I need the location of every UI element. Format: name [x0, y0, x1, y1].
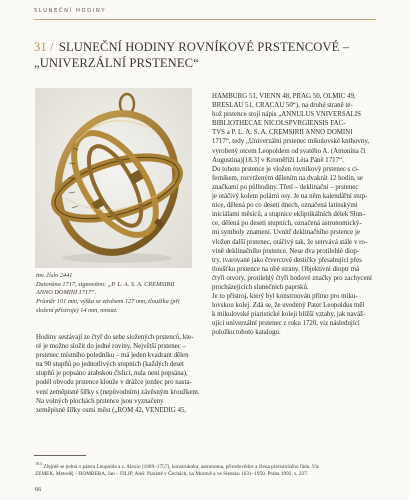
text-line: na 90 stupňů po jednotlivých stupních (každých deset	[36, 361, 184, 369]
caption-dimensions: Průměr 101 mm, výška se závěsem 127 mm, tloušťka (při	[36, 298, 180, 306]
text-line: Na volných plochách prstence jsou vyznačeny	[36, 397, 164, 405]
text-line: ferníkem, rozvrženým dělením na dvakrát 12 hodin, se	[212, 174, 363, 182]
caption-material: složení přístroje) 14 mm, mosaz.	[36, 306, 118, 314]
text-line: iniciálami měsíců, a stupnice ekliptikálních délek Slun-	[212, 211, 365, 219]
text-line: nice, dělená po co deseti dnech, označená latinskými	[212, 202, 358, 210]
armillary-sundial-image	[35, 88, 192, 268]
text-line: lovskou kolej. Zdá se, že uvedený Pater Leopoldus měl	[212, 302, 365, 310]
text-line: vyrobený otcem Leopoldem od svatého A. (Antonína či	[212, 147, 366, 155]
text-line: ré je možno složit do jedné roviny. Největší prstenec –	[36, 343, 186, 351]
caption-dating: Datováno 1717, signováno: „P. L. A. S. A. CREMSIBII	[36, 280, 175, 288]
footnote-line-1: Zřejmě se jedná o páterа Leopolda a s. Alexio (1689–1757), konstruktéra, astronoma, přírodovědce a člena piaristického řádu. Viz	[43, 463, 320, 470]
running-head-rule	[34, 19, 376, 20]
footnote-line-2: ZEMEK, Metoděj – ROMBERA, Jan – FILIP, Aleš: Piaristé v Čechách, na Moravě a ve Slezsku 1631–1950. Praha 1992, s. 237.	[35, 471, 309, 478]
text-line: vložen další prstenec, otáčivý tak, že setrvává stále v ro-	[212, 238, 368, 246]
footnote-marker: 18.3	[35, 461, 42, 466]
text-line: prstenec místního poledníku – má jeden kvadrant dělen	[36, 352, 189, 360]
caption-inventory: inv. číslo 2441	[36, 272, 73, 279]
text-line: vení zeměpisné šířky s (nepůvodním) závěsným kroužkem.	[36, 388, 200, 396]
text-line: hož prstence stojí nápis „ANNULUS VNIVERSALIS	[212, 111, 361, 119]
sundial-photo	[35, 88, 192, 268]
page-number: 66	[35, 486, 42, 493]
text-line: Do tohoto prstence je vložen rovníkový prstenec s ci-	[212, 165, 360, 173]
caption-signature: ANNO DOMINI 1717“.	[36, 289, 97, 297]
text-line: značkami po půlhodiny. Třetí – deklinační – prstenec	[212, 183, 359, 191]
text-line: tloušťku prstence na obě strany. Objektivní dioptr má	[212, 265, 360, 273]
footnote	[35, 460, 377, 479]
text-line: BRESLAU 51, CRACAU 50“), na druhé straně té-	[212, 102, 353, 110]
text-line: try, tvarované jako čtvercové destičky přesahující přes	[212, 256, 362, 264]
text-line: vině deklinačního prstence. Nese dva protilehlé diop-	[212, 247, 360, 255]
text-line: k mikulovské piaristické koleji bližší vztahy, jak naváž-	[212, 311, 366, 319]
text-line: mi symboly znamení. Uvnitř deklinačního prstence je	[212, 229, 360, 237]
text-line: Augustina)[18.3] v Kroměříži Léta Páně 1717“.	[212, 156, 344, 164]
left-text-column	[36, 333, 200, 415]
text-line: ující univerzální prstenec z roku 1720, viz následující	[212, 320, 360, 328]
photo-caption	[36, 272, 196, 316]
section-title	[34, 40, 376, 71]
text-line: procházejících slunečních paprsků.	[212, 283, 309, 291]
section-number: 31 /	[34, 40, 54, 54]
right-text-column	[212, 92, 380, 338]
text-line: ce, dělená po deseti stupních, označená astronomický-	[212, 220, 362, 228]
text-line: TVS a P. L. A. S. A. CREMSIRII ANNO DOMINI	[212, 129, 353, 137]
running-head: SLUNEČNÍ HODINY	[34, 8, 107, 14]
text-line: stupňů je popsáno arabskou číslicí, nula není popsána),	[36, 370, 188, 378]
text-line: podél obvodu prstence klouže v drážce jezdec pro nasta-	[36, 379, 192, 387]
text-line: čtyři otvory, protilehlý čtyři bodové značky pro zachycení	[212, 274, 372, 282]
text-line: HAMBURG 51, VIENN 48, PRAG 50, OLMIC 49,	[212, 93, 356, 100]
text-line: Hodiny sestávají ze čtyř do sebe složených prstenců, kte-	[36, 334, 194, 341]
text-line: BIBLIOTHECAE NICOLSPVRGIENSIS FAC-	[212, 120, 346, 128]
title-line-1: SLUNEČNÍ HODINY ROVNÍKOVÉ PRSTENCOVÉ –	[58, 40, 350, 54]
text-line: položku tohoto katalogu.	[212, 329, 281, 337]
title-line-2: „UNIVERZÁLNÍ PRSTENEC“	[34, 55, 199, 70]
text-line: zeměpisné šířky osmi měst („ROM 42, VENEDIG 45,	[36, 406, 187, 414]
footnote-rule	[34, 455, 86, 456]
text-line: Je to přístroj, který byl konstruován přímo pro miku-	[212, 293, 358, 301]
text-line: 1717“, tedy „Univerzální prstenec mikulovské knihovny,	[212, 138, 370, 146]
text-line: je otáčivý kolem polární osy. Je na něm kalendářní stup-	[212, 193, 368, 201]
